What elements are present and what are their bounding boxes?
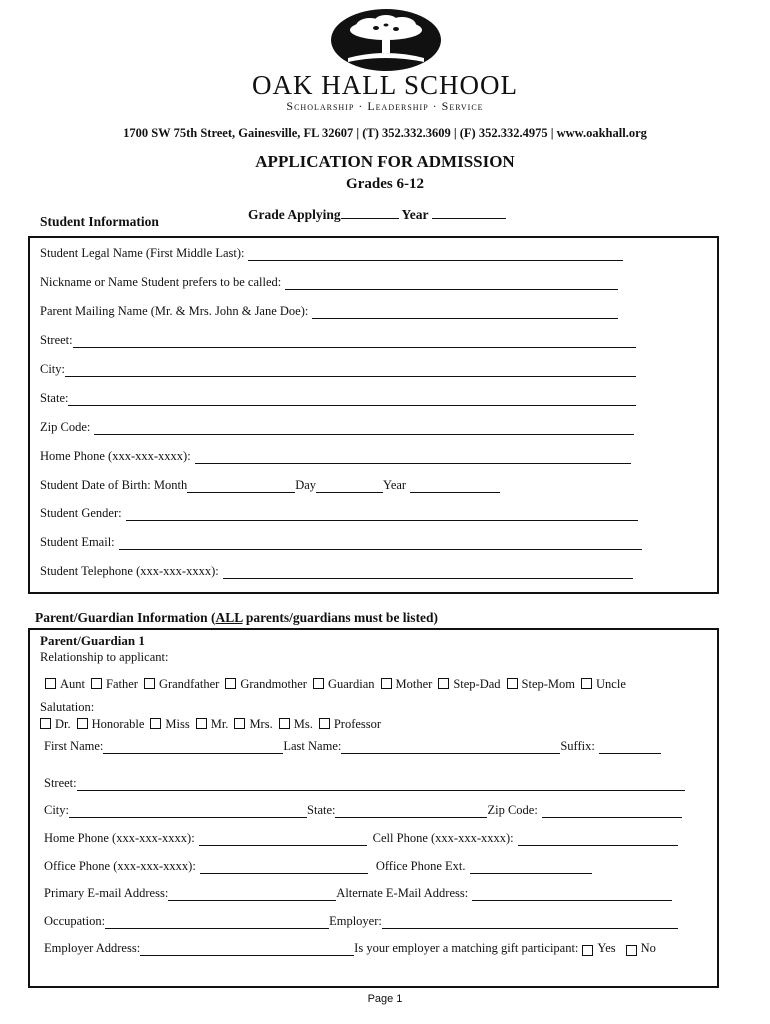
primary-email-label: Primary E-mail Address: (44, 886, 169, 900)
office-phone-label: Office Phone (xxx-xxx-xxxx): (44, 859, 196, 873)
salutation-label: Dr. (55, 717, 71, 731)
relationship-checkbox[interactable] (45, 678, 56, 689)
relationship-label: Father (106, 677, 138, 691)
employer-address-row (44, 941, 656, 956)
city-row (40, 362, 636, 377)
suffix-label: Suffix: (560, 739, 595, 753)
telephone-field[interactable] (223, 566, 633, 579)
telephone-row (40, 564, 633, 579)
relationship-checkbox[interactable] (91, 678, 102, 689)
employer-address-label: Employer Address: (44, 941, 141, 955)
parent-section-title-post: parents/guardians must be listed) (242, 610, 439, 625)
parent-info-box (28, 628, 719, 988)
street-row (40, 333, 636, 348)
salutation-option[interactable] (234, 717, 272, 732)
form-subtitle: Grades 6-12 (346, 176, 424, 192)
legal-name-row (40, 246, 623, 261)
grade-applying-row (248, 206, 506, 223)
form-title: APPLICATION FOR ADMISSION (255, 152, 515, 171)
legal-name-field[interactable] (248, 248, 623, 261)
salutation-label: Salutation: (40, 700, 95, 714)
salutation-checkbox[interactable] (319, 718, 330, 729)
relationship-option[interactable] (144, 677, 219, 692)
salutation-checkbox[interactable] (234, 718, 245, 729)
parent-cell-phone-label: Cell Phone (xxx-xxx-xxxx): (372, 831, 514, 845)
parent-zip-label: Zip Code: (487, 803, 538, 817)
name-row (44, 739, 661, 754)
suffix-field[interactable] (599, 741, 661, 754)
legal-name-label: Student Legal Name (First Middle Last): (40, 246, 245, 260)
parent-city-label: City: (44, 803, 70, 817)
relationship-checkbox[interactable] (225, 678, 236, 689)
matching-gift-no-label: No (640, 941, 656, 955)
zip-label: Zip Code: (40, 420, 91, 434)
year-label: Year (401, 207, 429, 222)
relationship-option[interactable] (438, 677, 500, 692)
salutation-label: Ms. (293, 717, 313, 731)
office-ext-field[interactable] (470, 861, 592, 874)
parent-street-row (44, 776, 685, 791)
relationship-checkbox[interactable] (144, 678, 155, 689)
salutation-checkbox[interactable] (40, 718, 51, 729)
parent-street-field[interactable] (77, 778, 685, 791)
matching-gift-label: Is your employer a matching gift participant: (354, 941, 579, 955)
first-name-label: First Name: (44, 739, 104, 753)
city-field[interactable] (65, 364, 636, 377)
relationship-label: Step-Dad (453, 677, 501, 691)
page-number: Page 1 (367, 993, 403, 1005)
primary-email-field[interactable] (168, 888, 336, 901)
gender-field[interactable] (126, 508, 638, 521)
relationship-label: Step-Mom (521, 677, 576, 691)
relationship-option[interactable] (507, 677, 575, 692)
relationship-checkbox[interactable] (507, 678, 518, 689)
email-row (40, 535, 642, 550)
dob-year-label: Year (383, 478, 407, 492)
relationship-options (45, 677, 632, 692)
employer-label: Employer: (329, 914, 382, 928)
relationship-label: Relationship to applicant: (40, 650, 169, 664)
matching-gift-yes-label: Yes (597, 941, 616, 955)
relationship-label: Grandfather (158, 677, 220, 691)
employer-field[interactable] (382, 916, 678, 929)
zip-field[interactable] (94, 422, 634, 435)
relationship-label: Mother (395, 677, 433, 691)
salutation-checkbox[interactable] (196, 718, 207, 729)
alternate-email-label: Alternate E-Mail Address: (336, 886, 469, 900)
occupation-field[interactable] (105, 916, 329, 929)
parent-street-label: Street: (44, 776, 77, 790)
occupation-row (44, 914, 678, 929)
state-label: State: (40, 391, 69, 405)
salutation-label: Miss (165, 717, 190, 731)
parent-home-phone-field[interactable] (199, 833, 367, 846)
parent-section-title-pre: Parent/Guardian Information ( (35, 610, 216, 625)
nickname-field[interactable] (285, 277, 618, 290)
grade-label: Grade Applying (248, 207, 341, 222)
oak-tree-logo-icon (330, 8, 442, 72)
state-row (40, 391, 636, 406)
salutation-option[interactable] (40, 717, 71, 732)
relationship-option[interactable] (45, 677, 85, 692)
alternate-email-field[interactable] (472, 888, 672, 901)
parent-state-field[interactable] (335, 805, 487, 818)
salutation-checkbox[interactable] (150, 718, 161, 729)
home-phone-field[interactable] (195, 451, 631, 464)
salutation-option[interactable] (150, 717, 189, 732)
state-field[interactable] (68, 393, 636, 406)
dob-day-label: Day (295, 478, 317, 492)
year-field[interactable] (432, 206, 506, 219)
parent-home-phone-label: Home Phone (xxx-xxx-xxxx): (44, 831, 195, 845)
dob-row (40, 478, 500, 493)
parent-1-title: Parent/Guardian 1 (40, 633, 145, 648)
relationship-option[interactable] (225, 677, 307, 692)
salutation-checkbox[interactable] (279, 718, 290, 729)
parent-section-title (35, 610, 438, 626)
salutation-label: Mr. (210, 717, 229, 731)
student-info-box (28, 236, 719, 594)
parent-section-title-all: ALL (215, 610, 243, 625)
home-phone-row (40, 449, 631, 464)
nickname-label: Nickname or Name Student prefers to be called: (40, 275, 282, 289)
dob-year-field[interactable] (410, 480, 500, 493)
gender-label: Student Gender: (40, 506, 122, 520)
parent-city-row (44, 803, 682, 818)
parent-mailing-field[interactable] (312, 306, 618, 319)
salutation-label: Mrs. (249, 717, 273, 731)
street-field[interactable] (73, 335, 636, 348)
first-name-field[interactable] (103, 741, 283, 754)
salutation-label: Honorable (91, 717, 145, 731)
school-address: 1700 SW 75th Street, Gainesville, FL 32607 | (T) 352.332.3609 | (F) 352.332.4975 | www.oakhall.org (123, 126, 647, 140)
salutation-options (40, 717, 387, 732)
salutation-option[interactable] (196, 717, 229, 732)
employer-address-field[interactable] (140, 943, 354, 956)
occupation-label: Occupation: (44, 914, 106, 928)
office-ext-label: Office Phone Ext. (375, 859, 466, 873)
relationship-checkbox[interactable] (313, 678, 324, 689)
relationship-label: Aunt (60, 677, 85, 691)
parent-state-label: State: (307, 803, 336, 817)
salutation-checkbox[interactable] (77, 718, 88, 729)
relationship-option[interactable] (581, 677, 626, 692)
dob-month-field[interactable] (187, 480, 295, 493)
relationship-option[interactable] (381, 677, 433, 692)
parent-mailing-row (40, 304, 618, 319)
salutation-option[interactable] (319, 717, 381, 732)
parent-zip-field[interactable] (542, 805, 682, 818)
zip-row (40, 420, 634, 435)
relationship-label: Uncle (596, 677, 626, 691)
nickname-row (40, 275, 618, 290)
relationship-option[interactable] (91, 677, 138, 692)
street-label: Street: (40, 333, 73, 347)
grade-field[interactable] (341, 206, 399, 219)
office-phone-field[interactable] (200, 861, 368, 874)
email-label: Student Email: (40, 535, 115, 549)
dob-month-label: Student Date of Birth: Month (40, 478, 188, 492)
relationship-option[interactable] (313, 677, 375, 692)
email-field[interactable] (119, 537, 642, 550)
telephone-label: Student Telephone (xxx-xxx-xxxx): (40, 564, 219, 578)
home-phone-label: Home Phone (xxx-xxx-xxxx): (40, 449, 191, 463)
parent-cell-phone-field[interactable] (518, 833, 678, 846)
city-label: City: (40, 362, 66, 376)
school-motto: Scholarship · Leadership · Service (286, 99, 484, 113)
parent-phone-row (44, 831, 678, 846)
matching-gift-no-checkbox[interactable] (626, 945, 637, 956)
parent-city-field[interactable] (69, 805, 307, 818)
email-addresses-row (44, 886, 672, 901)
salutation-option[interactable] (77, 717, 145, 732)
gender-row (40, 506, 638, 521)
matching-gift-yes-checkbox[interactable] (582, 945, 593, 956)
relationship-label: Guardian (327, 677, 375, 691)
last-name-label: Last Name: (283, 739, 342, 753)
relationship-checkbox[interactable] (381, 678, 392, 689)
salutation-label: Professor (333, 717, 382, 731)
salutation-option[interactable] (279, 717, 313, 732)
last-name-field[interactable] (341, 741, 560, 754)
school-name: OAK HALL SCHOOL (252, 70, 518, 100)
dob-day-field[interactable] (316, 480, 383, 493)
parent-mailing-label: Parent Mailing Name (Mr. & Mrs. John & Jane Doe): (40, 304, 309, 318)
relationship-label: Grandmother (240, 677, 307, 691)
relationship-checkbox[interactable] (581, 678, 592, 689)
office-phone-row (44, 859, 592, 874)
relationship-checkbox[interactable] (438, 678, 449, 689)
student-section-title: Student Information (40, 214, 159, 229)
